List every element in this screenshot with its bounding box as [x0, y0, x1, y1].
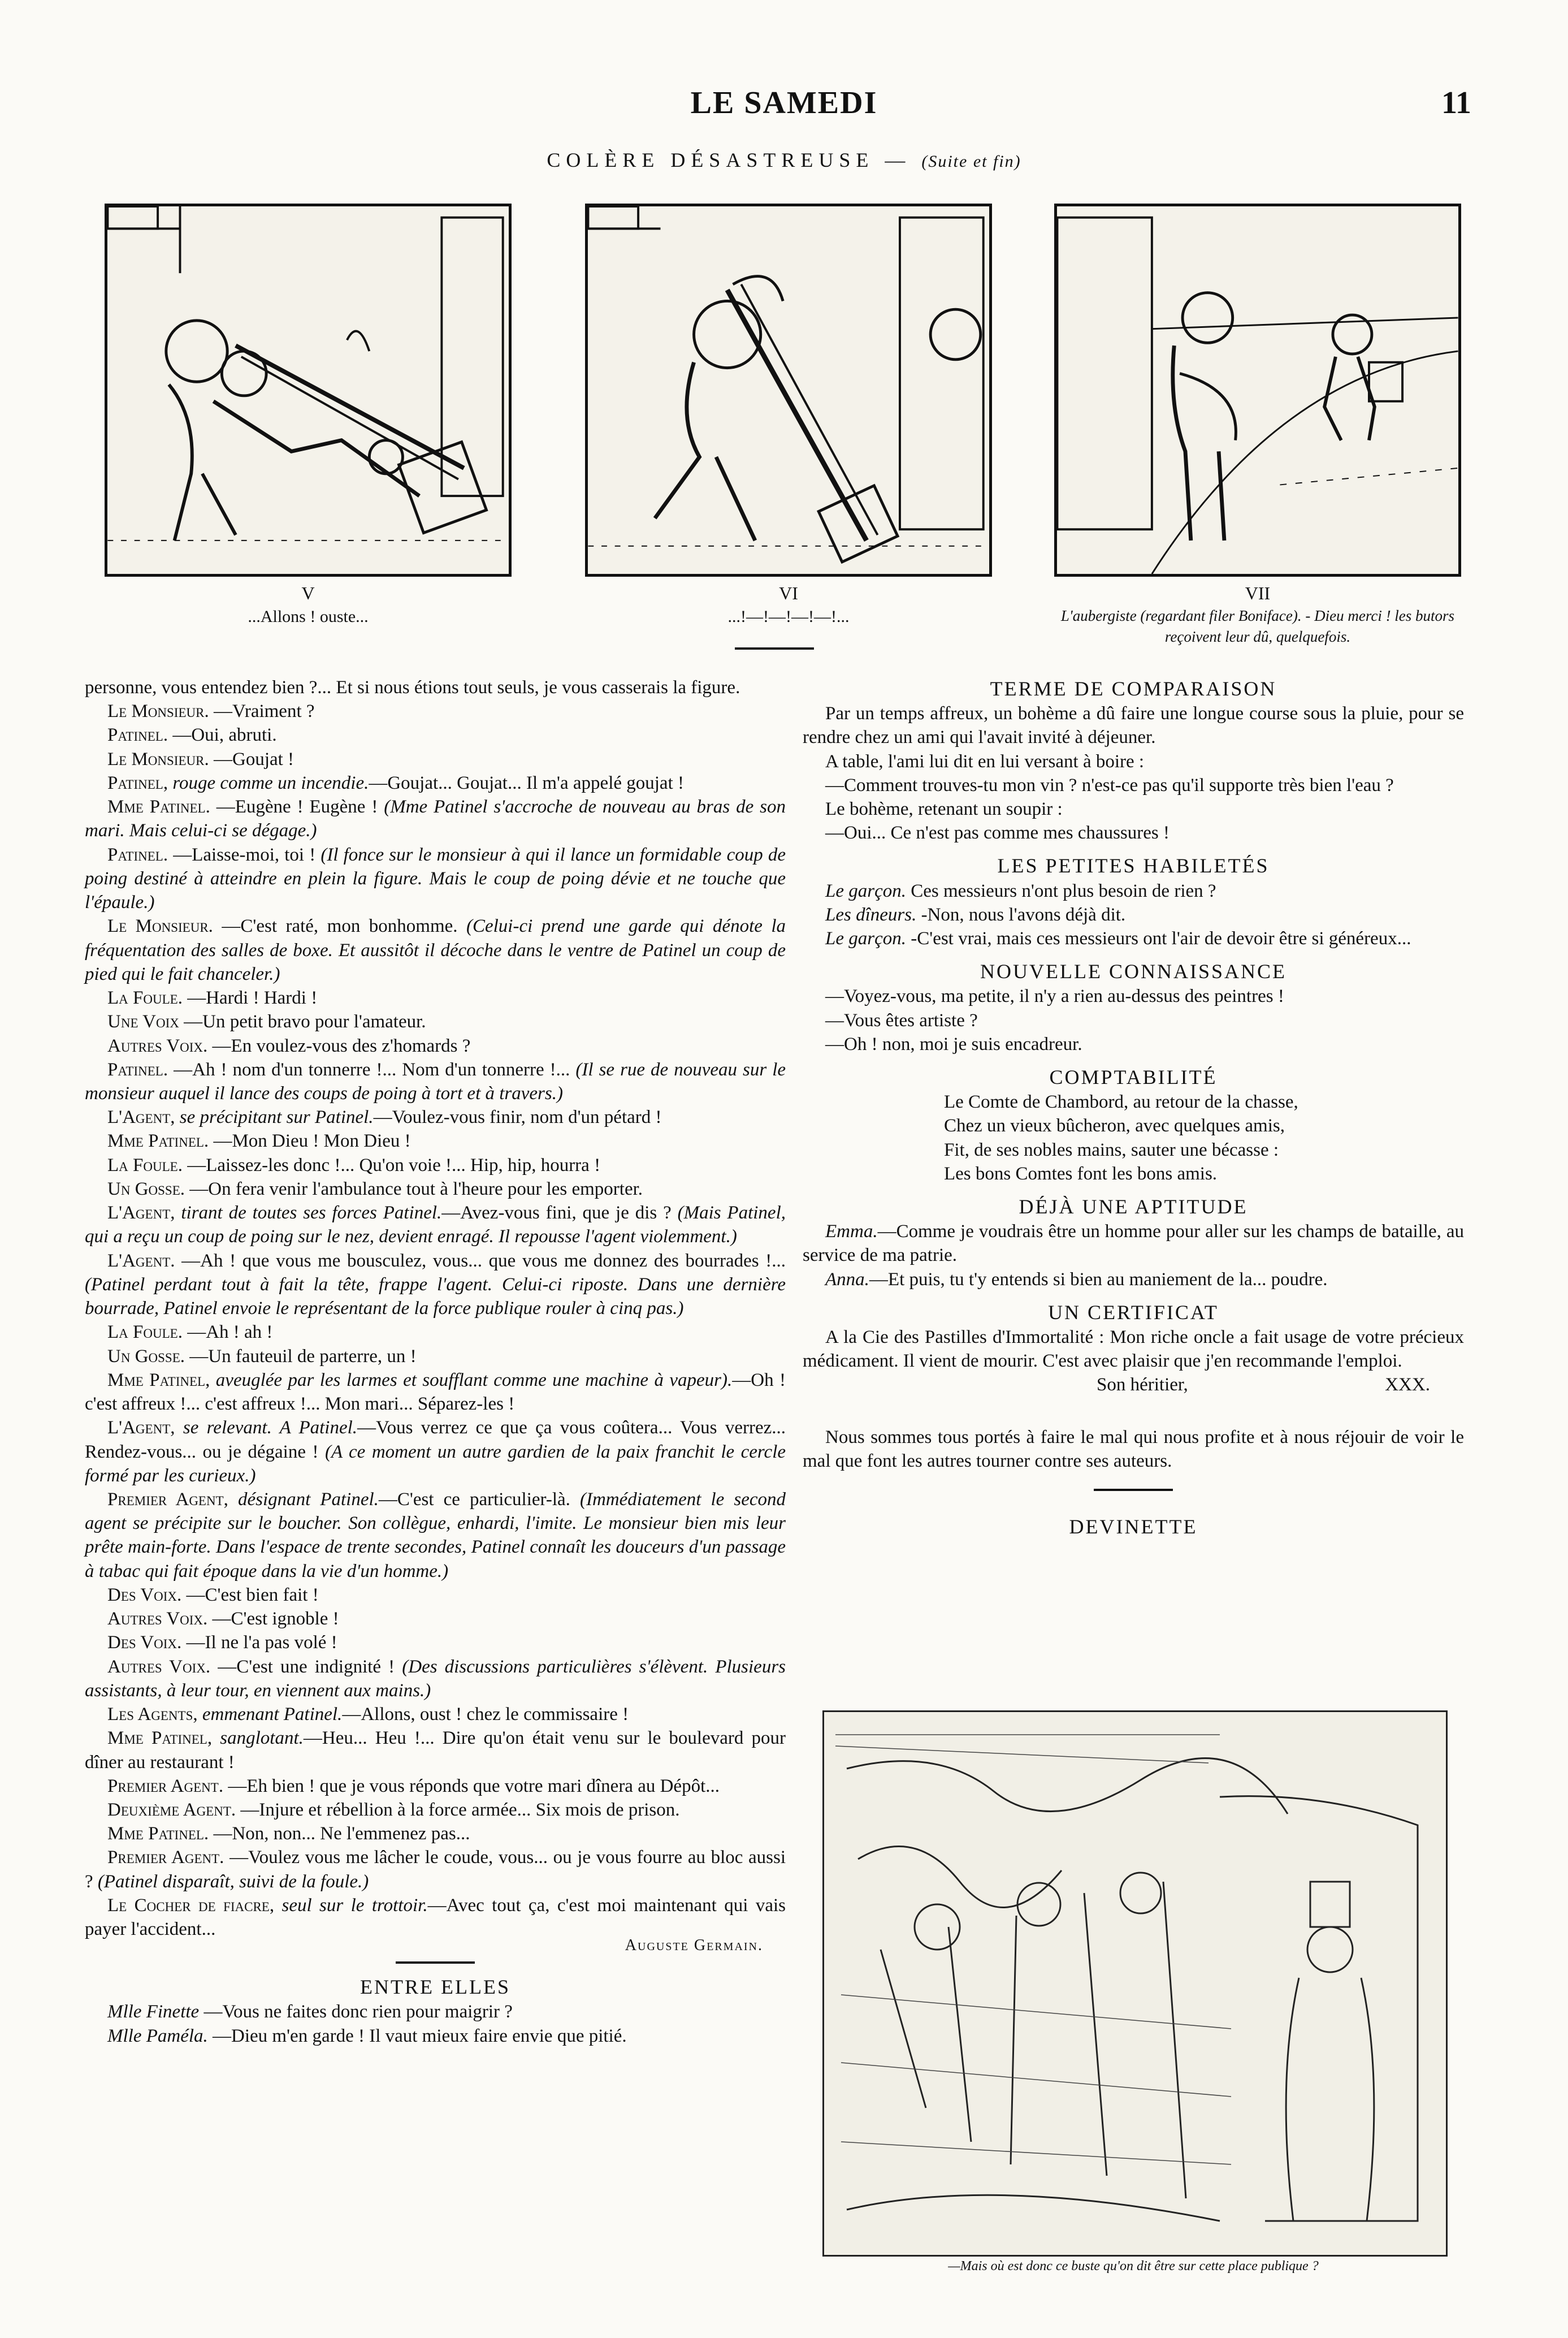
speaker-name: Le garçon. — [825, 928, 906, 949]
habiletes-title: LES PETITES HABILETÉS — [997, 854, 1270, 878]
dialogue-paragraph — [85, 1320, 786, 1344]
entre-elles-title: ENTRE ELLES — [360, 1976, 510, 1999]
aptitude-line — [803, 1220, 1464, 1267]
dialogue-paragraph — [85, 723, 786, 747]
dialogue-text: —On fera venir l'ambulance tout à l'heure pour les emporter. — [189, 1178, 643, 1199]
section-divider — [1094, 1489, 1173, 1491]
dialogue-paragraph — [85, 986, 786, 1010]
dialogue-paragraph — [85, 771, 786, 795]
stage-direction: rouge comme un incendie. — [172, 772, 369, 793]
speaker-name: Deuxième Agent. — [107, 1800, 236, 1821]
stage-direction: (Immédiatement le second agent se précipite sur le boucher. Son collègue, enhardi, l'imite. Le monsieur bien mis leur prête main-forte. Dans l'espace de trente secondes, Patinel connaît les douceurs d'un passage à tabac qui fait époque dans la vie d'un homme.) — [85, 1489, 786, 1581]
dialogue-paragraph — [85, 1774, 786, 1798]
dialogue-text: —C'est ignoble ! — [212, 1609, 339, 1630]
terme-title: TERME DE COMPARAISON — [990, 677, 1277, 700]
speaker-name: Des Voix. — [107, 1584, 182, 1605]
dialogue-text: —Vous ne faites donc rien pour maigrir ? — [203, 2002, 513, 2022]
dialogue-paragraph — [85, 914, 786, 986]
entre-elles-line — [85, 2024, 786, 2048]
dialogue-paragraph — [85, 1607, 786, 1631]
dialogue-paragraphs — [85, 676, 786, 1941]
maxim-text: Nous sommes tous portés à faire le mal qui nous profite et à nous réjouir de voir le mal que font les autres tourner contre ses auteurs. — [803, 1427, 1464, 1471]
dialogue-text: —Ah ! nom d'un tonnerre !... Nom d'un tonnerre !... — [174, 1059, 570, 1080]
connaissance-title: NOUVELLE CONNAISSANCE — [980, 960, 1287, 983]
comic-title — [0, 148, 1568, 172]
stage-direction: (Mais Patinel, qui a reçu un coup de poing sur le nez, devient enragé. Il repousse l'agent violemment.) — [85, 1203, 786, 1247]
speaker-name: Premier Agent. — [107, 1775, 224, 1796]
dialogue-text: —C'est une indignité ! — [218, 1656, 395, 1677]
dialogue-paragraph — [85, 1583, 786, 1607]
speaker-name: Le Monsieur. — [107, 701, 209, 722]
stage-direction: (Il se rue de nouveau sur le monsieur auquel il lance des coups de poing à tort et à travers.) — [85, 1059, 786, 1104]
dialogue-text: —Un fauteuil de parterre, un ! — [189, 1346, 417, 1367]
certificat-text: A la Cie des Pastilles d'Immortalité : Mon riche oncle a fait usage de votre précieux médicament. Il vient de mourir. C'est avec plaisir que j'en recommande l'emploi. — [803, 1326, 1464, 1372]
speaker-name: Emma. — [825, 1221, 878, 1242]
dialogue-text: —Ah ! que vous me bousculez, vous... que vous me donnez des bourrades !... — [181, 1250, 786, 1271]
devinette-illustration — [822, 1710, 1448, 2257]
certificat-signature — [803, 1373, 1464, 1397]
dialogue-paragraph — [85, 1655, 786, 1702]
certificat-sign: XXX. — [1385, 1375, 1430, 1395]
comic-title-text: COLÈRE DÉSASTREUSE — — [547, 149, 911, 171]
speaker-name: Un Gosse. — [107, 1346, 185, 1367]
comic-panel-7 — [1054, 204, 1461, 577]
aptitude-title: DÉJÀ UNE APTITUDE — [1019, 1195, 1248, 1218]
stage-direction: se relevant. A Patinel. — [183, 1418, 358, 1438]
connaissance-line: —Voyez-vous, ma petite, il n'y a rien au-dessus des peintres ! — [825, 986, 1284, 1007]
devinette-title: DEVINETTE — [1069, 1515, 1198, 1539]
page-number: 11 — [1441, 85, 1471, 120]
dialogue-text: —Avez-vous fini, que je dis ? — [441, 1203, 672, 1224]
speaker-name: L'Agent, — [107, 1203, 175, 1224]
dialogue-text: —Goujat ! — [213, 749, 294, 770]
terme-paragraph: —Comment trouves-tu mon vin ? n'est-ce pas qu'il supporte très bien l'eau ? — [825, 775, 1394, 796]
terme-paragraph: —Oui... Ce n'est pas comme mes chaussures ! — [825, 823, 1169, 844]
dialogue-text: —Avec tout ça, c'est moi maintenant qui vais payer l'accident... — [85, 1895, 786, 1940]
stage-direction: (Il fonce sur le monsieur à qui il lance un formidable coup de poing destiné à atteindre en plein la figure. Mais le coup de poing dévie et ne touche que l'épaule.) — [85, 844, 786, 913]
speaker-name: Autres Voix. — [107, 1656, 211, 1677]
dialogue-paragraph — [85, 1129, 786, 1153]
dialogue-paragraph — [85, 1177, 786, 1201]
dialogue-paragraph — [85, 1105, 786, 1129]
dialogue-paragraph — [85, 1798, 786, 1822]
dialogue-text: —Hardi ! Hardi ! — [187, 988, 318, 1009]
dialogue-text: —Il ne l'a pas volé ! — [186, 1632, 337, 1653]
dialogue-paragraph — [85, 1058, 786, 1105]
stage-direction: seul sur le trottoir. — [281, 1895, 428, 1916]
dialogue-text: —Oui, abruti. — [172, 725, 277, 746]
dialogue-text: Ces messieurs n'ont plus besoin de rien ? — [911, 880, 1216, 901]
panel-5-caption-text: ...Allons ! ouste... — [248, 607, 369, 626]
dialogue-text: -Non, nous l'avons déjà dit. — [921, 904, 1126, 925]
comic-panel-5 — [105, 204, 512, 577]
article-signature: Auguste Germain. — [625, 1937, 763, 1955]
speaker-name: Premier Agent. — [107, 1847, 224, 1868]
dialogue-paragraph — [85, 1631, 786, 1654]
dialogue-text: -C'est vrai, mais ces messieurs ont l'air de devoir être si généreux... — [911, 928, 1411, 949]
dialogue-text: —Voulez vous me lâcher le coude, vous... ou je vous fourre au bloc aussi ? — [85, 1847, 786, 1892]
speaker-name: Mme Patinel, — [107, 1369, 210, 1390]
speaker-name: Le Monsieur. — [107, 916, 213, 937]
aptitude-line — [803, 1268, 1464, 1291]
speaker-name: La Foule. — [107, 1322, 183, 1343]
comptabilite-verses — [803, 1090, 1464, 1186]
comptabilite-title: COMPTABILITÉ — [1049, 1066, 1218, 1089]
verse-line: Chez un vieux bûcheron, avec quelques amis, — [944, 1116, 1285, 1136]
habiletes-lines — [803, 879, 1464, 951]
dialogue-paragraph — [85, 1822, 786, 1846]
dialogue-text: —Comme je voudrais être un homme pour aller sur les champs de bataille, au service de ma patrie. — [803, 1221, 1464, 1266]
dialogue-paragraph — [85, 1726, 786, 1774]
dialogue-paragraph — [85, 1894, 786, 1941]
speaker-name: L'Agent, — [107, 1107, 175, 1128]
stage-direction: se précipitant sur Patinel. — [179, 1107, 374, 1128]
speaker-name: La Foule. — [107, 988, 183, 1009]
comic-panel-5-drawing — [107, 206, 509, 574]
dialogue-text: —Vraiment ? — [213, 701, 315, 722]
dialogue-paragraph — [85, 1249, 786, 1321]
terme-paragraph: Le bohème, retenant un soupir : — [825, 799, 1063, 820]
entre-elles-line — [85, 2000, 786, 2024]
speaker-name: Le Cocher de fiacre, — [107, 1895, 275, 1916]
dialogue-paragraph — [85, 1488, 786, 1583]
newspaper-title: LE SAMEDI — [690, 85, 878, 120]
stage-direction: (A ce moment un autre gardien de la paix franchit le cercle formé par les curieux.) — [85, 1441, 786, 1486]
dialogue-paragraph — [85, 1201, 786, 1248]
speaker-name: Mlle Paméla. — [107, 2025, 208, 2046]
speaker-name: Patinel. — [107, 1059, 168, 1080]
habiletes-line — [803, 879, 1464, 903]
stage-direction: aveuglée par les larmes et soufflant comme une machine à vapeur). — [215, 1369, 733, 1390]
dialogue-paragraph — [85, 1702, 786, 1726]
speaker-name: Mme Patinel. — [107, 1823, 209, 1844]
speaker-name: L'Agent, — [107, 1418, 175, 1438]
dialogue-paragraph — [85, 676, 786, 699]
verse-line: Le Comte de Chambord, au retour de la chasse, — [944, 1092, 1298, 1113]
dialogue-text: —Laissez-les donc !... Qu'on voie !... Hip, hip, hourra ! — [187, 1155, 601, 1176]
right-column — [803, 676, 1464, 1540]
stage-direction: (Des discussions particulières s'élèvent. Plusieurs assistants, à leur tour, en viennent aux mains.) — [85, 1656, 786, 1701]
habiletes-line — [803, 927, 1464, 950]
dialogue-text: —Un petit bravo pour l'amateur. — [184, 1012, 426, 1032]
dialogue-text: —Goujat... Goujat... Il m'a appelé goujat ! — [369, 772, 684, 793]
comic-panel-6-drawing — [588, 206, 989, 574]
stage-direction: (Celui-ci prend une garde qui dénote la fréquentation des salles de boxe. Et aussitôt il décoche dans le ventre de Patinel un coup de pied qui le fait chanceler.) — [85, 916, 786, 984]
dialogue-text: —Oh ! c'est affreux !... c'est affreux !... Mon mari... Séparez-les ! — [85, 1369, 786, 1415]
entre-elles-lines — [85, 2000, 786, 2047]
dialogue-paragraph — [85, 795, 786, 842]
speaker-name: Des Voix. — [107, 1632, 182, 1653]
panel-6-caption-text: ...!—!—!—!—!... — [727, 607, 850, 626]
stage-direction: emmenant Patinel. — [202, 1704, 343, 1725]
left-column — [85, 676, 786, 2048]
connaissance-line: —Vous êtes artiste ? — [825, 1010, 978, 1031]
panel-5-number: V — [301, 583, 315, 603]
dialogue-text: —Eh bien ! que je vous réponds que votre mari dînera au Dépôt... — [228, 1775, 720, 1796]
dialogue-paragraph — [85, 1368, 786, 1416]
panel-5-caption — [105, 581, 512, 629]
dialogue-paragraph — [85, 747, 786, 771]
dialogue-text: —Et puis, tu t'y entends si bien au maniement de la... poudre. — [869, 1269, 1328, 1290]
panel-7-caption — [1054, 581, 1461, 647]
devinette-caption: —Mais où est donc ce buste qu'on dit être sur cette place publique ? — [948, 2259, 1319, 2274]
dialogue-paragraph — [85, 699, 786, 723]
dialogue-paragraph — [85, 1846, 786, 1893]
panel-6-caption — [585, 581, 992, 629]
dialogue-text: —Heu... Heu !... Dire qu'on était venu sur le boulevard pour dîner au restaurant ! — [85, 1728, 786, 1773]
speaker-name: Le garçon. — [825, 880, 906, 901]
panel-7-caption-text: L'aubergiste (regardant filer Boniface). - Dieu merci ! les butors reçoivent leur dû, quelquefois. — [1060, 607, 1455, 645]
terme-paragraphs — [803, 702, 1464, 845]
speaker-name: Mme Patinel. — [107, 797, 210, 818]
dialogue-paragraph — [85, 1034, 786, 1058]
speaker-name: Un Gosse. — [107, 1178, 185, 1199]
section-divider — [396, 1961, 475, 1964]
stage-direction: (Patinel disparaît, suivi de la foule.) — [97, 1871, 369, 1892]
stage-direction: désignant Patinel. — [237, 1489, 379, 1510]
speaker-name: Le Monsieur. — [107, 749, 209, 770]
terme-paragraph: Par un temps affreux, un bohème a dû faire une longue course sous la pluie, pour se rendre chez un ami qui l'avait invité à déjeuner. — [803, 703, 1464, 748]
speaker-name: Autres Voix. — [107, 1609, 208, 1630]
speaker-name: Les dîneurs. — [825, 904, 917, 925]
connaissance-line: —Oh ! non, moi je suis encadreur. — [825, 1034, 1082, 1055]
speaker-name: Premier Agent, — [107, 1489, 228, 1510]
dialogue-paragraph — [85, 843, 786, 915]
speaker-name: La Foule. — [107, 1155, 183, 1176]
verse-line: Les bons Comtes font les bons amis. — [944, 1163, 1218, 1184]
dialogue-text: —Voulez-vous finir, nom d'un pétard ! — [373, 1107, 662, 1128]
dialogue-text: —En voulez-vous des z'homards ? — [212, 1035, 471, 1056]
dialogue-paragraph — [85, 1010, 786, 1034]
stage-direction: (Patinel perdant tout à fait la tête, frappe l'agent. Celui-ci riposte. Dans une dernière bourrade, Patinel envoie le représentant de la force publique rouler à cinq pas.) — [85, 1274, 786, 1319]
dialogue-paragraph — [85, 1345, 786, 1368]
certificat-heir: Son héritier, — [1097, 1375, 1188, 1395]
aptitude-lines — [803, 1220, 1464, 1291]
dialogue-text: —Injure et rébellion à la force armée... Six mois de prison. — [240, 1800, 680, 1821]
terme-paragraph: A table, l'ami lui dit en lui versant à boire : — [825, 751, 1145, 772]
comic-title-note: (Suite et fin) — [921, 152, 1021, 171]
devinette-drawing — [824, 1712, 1446, 2255]
dialogue-paragraph — [85, 1153, 786, 1177]
speaker-name: Mlle Finette — [107, 2002, 200, 2022]
stage-direction: sanglotant. — [220, 1728, 304, 1749]
dialogue-text: —Mon Dieu ! Mon Dieu ! — [213, 1131, 411, 1152]
habiletes-line — [803, 903, 1464, 927]
dialogue-paragraph — [85, 1416, 786, 1488]
dialogue-text: —Laisse-moi, toi ! — [173, 844, 316, 865]
dialogue-text: —C'est bien fait ! — [186, 1584, 319, 1605]
speaker-name: Une Voix — [107, 1012, 179, 1032]
dialogue-text: —Vous verrez ce que ça vous coûtera... Vous verrez... Rendez-vous... ou je dégaine ! — [85, 1418, 786, 1462]
dialogue-text: personne, vous entendez bien ?... Et si nous étions tout seuls, je vous casserais la figure. — [85, 677, 740, 698]
speaker-name: Patinel, — [107, 772, 168, 793]
speaker-name: Les Agents, — [107, 1704, 198, 1725]
section-divider — [735, 647, 814, 650]
speaker-name: Anna. — [825, 1269, 869, 1290]
dialogue-text: —Ah ! ah ! — [187, 1322, 273, 1343]
speaker-name: Mme Patinel. — [107, 1131, 209, 1152]
dialogue-text: —C'est raté, mon bonhomme. — [222, 916, 458, 937]
dialogue-text: —Allons, oust ! chez le commissaire ! — [342, 1704, 629, 1725]
speaker-name: Patinel. — [107, 844, 168, 865]
stage-direction: (Mme Patinel s'accroche de nouveau au bras de son mari. Mais celui-ci se dégage.) — [85, 797, 786, 841]
dialogue-text: —Non, non... Ne l'emmenez pas... — [213, 1823, 470, 1844]
certificat-title: UN CERTIFICAT — [1048, 1300, 1219, 1324]
panel-6-number: VI — [779, 583, 798, 603]
connaissance-lines — [803, 984, 1464, 1056]
dialogue-text: —C'est ce particulier-là. — [378, 1489, 570, 1510]
speaker-name: L'Agent. — [107, 1250, 175, 1271]
speaker-name: Patinel. — [107, 725, 168, 746]
speaker-name: Autres Voix. — [107, 1035, 208, 1056]
comic-panel-6 — [585, 204, 992, 577]
speaker-name: Mme Patinel, — [107, 1728, 213, 1749]
panel-7-number: VII — [1245, 583, 1271, 603]
dialogue-text: —Dieu m'en garde ! Il vaut mieux faire envie que pitié. — [213, 2025, 627, 2046]
stage-direction: tirant de toutes ses forces Patinel. — [181, 1203, 442, 1224]
dialogue-text: —Eugène ! Eugène ! — [216, 797, 378, 818]
verse-line: Fit, de ses nobles mains, sauter une bécasse : — [944, 1139, 1279, 1160]
comic-panel-7-drawing — [1057, 206, 1458, 574]
